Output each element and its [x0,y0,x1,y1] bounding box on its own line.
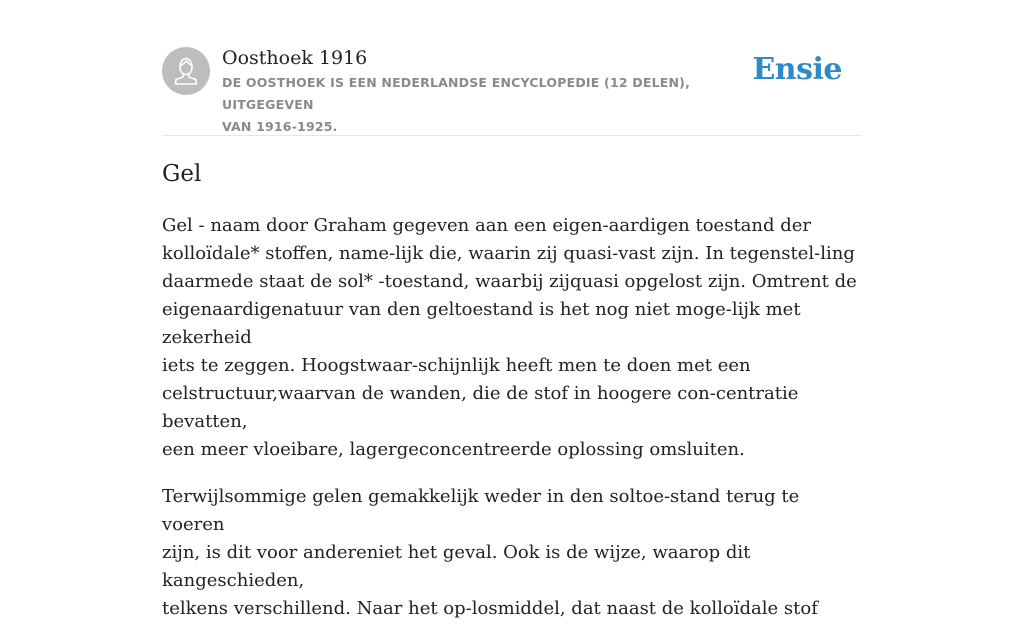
article-body [162,212,862,642]
source-description-line: DE OOSTHOEK IS EEN NEDERLANDSE ENCYCLOPEDIE (12 DELEN), UITGEGEVEN [222,75,691,112]
article-title: Gel [162,161,202,187]
source-description-line: VAN 1916-1925. [222,119,338,134]
source-name[interactable]: Oosthoek 1916 [222,47,368,69]
source-description [222,72,762,138]
article-paragraph: Terwijlsommige gelen gemakkelijk weder in den soltoe-stand terug te voeren zijn, is dit voor andereniet het geval. Ook is de wijze, waarop dit kangeschieden, telkens verschillend. Naar het op-losmiddel, dat naast de kolloïdale stof [162,486,818,619]
ensie-logo[interactable]: Ensie [752,52,842,87]
source-header [162,0,862,136]
article-paragraph: Gel - naam door Graham gegeven aan een eigen-aardigen toestand der kolloïdale* stoffen, name-lijk die, waarin zij quasi-vast zijn. In tegenstel-ling daarmede staat de sol* -toestand, waarbij zijquasi opgelost zijn. Omtrent de eigenaardigenatuur van den geltoestand is het nog niet moge-lijk met zekerheid iets te zeggen. Hoogstwaar-schijnlijk heeft men te doen met een celstructuur,waarvan de wanden, die de stof in hoogere con-centratie bevatten, een meer vloeibare, lagergeconcentreerde oplossing omsluiten. [162,215,857,460]
user-silhouette-icon [162,47,210,95]
source-avatar[interactable] [162,47,210,95]
